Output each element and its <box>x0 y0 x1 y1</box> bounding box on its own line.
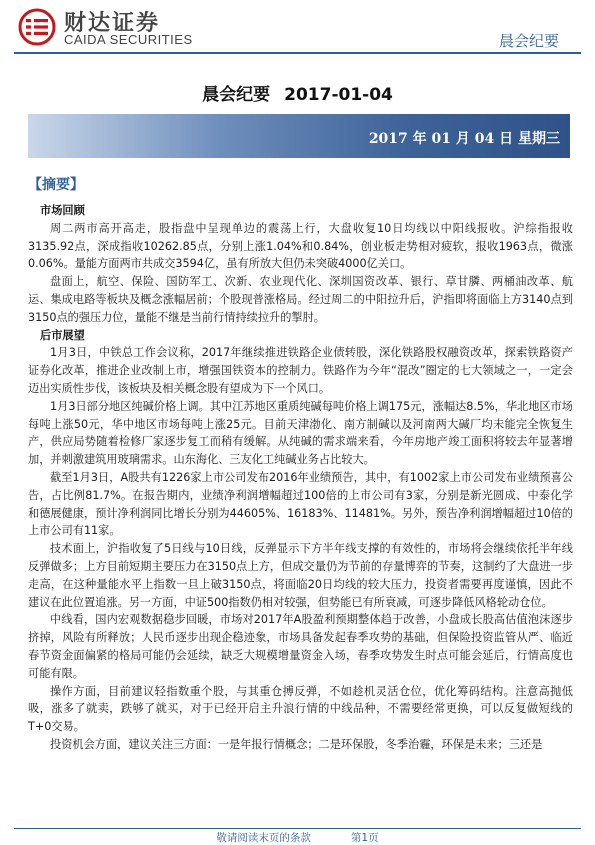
page-footer <box>0 830 595 845</box>
paragraph: 1月3日部分地区纯碱价格上调。其中江苏地区重质纯碱每吨价格上调175元，涨幅达8.5%，华北地区市场每吨上涨50元，华中地区市场每吨上涨25元。目前天津渤化、南方制碱以及河南两大碱厂均未能完全恢复生产，供应局势随着检修厂家逐步复工而稍有缓解。从纯碱的需求端来看，今年房地产竣工面积将较去年显著增加，并刺激建筑用玻璃需求。山东海化、三友化工纯碱业务占比较大。 <box>28 399 573 467</box>
page-title <box>0 80 595 105</box>
page-number: 第1页 <box>350 832 379 844</box>
section-heading-market-review: 市场回顾 <box>40 204 85 217</box>
paragraph: 操作方面，目前建议轻指数重个股，与其重仓搏反弹，不如趁机灵活仓位，优化筹码结构。注意高抛低吸，涨多了就卖，跌够了就买，对于已经开启主升浪行情的中线品种，不需要经常更换，可以反复做短线的T+0交易。 <box>28 684 573 734</box>
brand-name-cn: 财达证券 <box>64 11 161 36</box>
paragraph: 中线看，国内宏观数据稳步回暖，市场对2017年A股盈利预期整体趋于改善，小盘成长股高估值泡沫逐步挤掉，风险有所释放；人民币逐步出现企稳迹象，市场具备发起春季攻势的基础，但保险投资监管从严、临近春节资金面偏紧的格局可能仍会延续，缺乏大规模增量资金入场，春季攻势发生时点可能会延后，行情高度也可能有限。 <box>28 613 573 680</box>
paragraph: 周二两市高开高走，股指盘中呈现单边的震荡上行，大盘收复10日均线以中阳线报收。沪综指报收3135.92点，深成指收10262.85点，分别上涨1.04%和0.84%，创业板走势相对疲软，报收1963点，微涨0.06%。量能方面两市共成交3594亿，虽有所放大但仍未突破4000亿关口。 <box>28 221 573 271</box>
title-name: 晨会纪要 <box>202 85 271 105</box>
brand-name-en: CAIDA SECURITIES <box>64 32 193 47</box>
paragraph: 技术面上，沪指收复了5日线与10日线，反弹显示下方半年线支撑的有效性的，市场将会继续依托半年线反弹做多；上方目前短期主要压力在3150点上方，但成交量仍为节前的存量博弈的节奏，这制约了大盘进一步走高，在这种量能水平上指数一旦上破3150点，将面临20日均线的较大压力，投资者需要再度谨慎，因此不建议在此位置追涨。另一方面，中证500指数仍相对较强，但势能已有所衰减，可逐步降低风格轮动仓位。 <box>28 542 573 609</box>
summary-body <box>28 202 573 754</box>
document-type: 晨会纪要 <box>498 32 559 50</box>
summary-heading: 【摘要】 <box>28 177 84 193</box>
date-banner-text: 2017 年 01 月 04 日 星期三 <box>368 131 560 147</box>
paragraph: 盘面上，航空、保险、国防军工、次新、农业现代化、深圳国资改革、银行、草甘膦、两桶油改革、航运、集成电路等板块及概念涨幅居前；个股现普涨格局。经过周二的中阳拉升后，沪指即将面临上方3140点到3150点的强压力位，量能不继是当前行情持续拉升的掣肘。 <box>28 275 573 324</box>
title-date: 2017-01-04 <box>284 85 393 105</box>
caida-logo-icon <box>18 8 56 46</box>
paragraph: 截至1月3日，A股共有1226家上市公司发布2016年业绩预告，其中，有1002家上市公司发布业绩预喜公告，占比例81.7%。在报告期内，业绩净利润增幅超过100倍的上市公司有3家，分别是新光圆成、中泰化学和德展健康，预计净利润同比增长分别为44605%、16183%、11481%。另外，预告净利润增幅超过10倍的上市公司有11家。 <box>28 470 573 538</box>
date-banner <box>28 114 570 158</box>
section-heading-outlook: 后市展望 <box>40 328 85 342</box>
header-divider <box>14 52 581 54</box>
footer-disclaimer: 敬请阅读末页的条款 <box>216 832 311 844</box>
footer-divider <box>14 828 581 829</box>
paragraph: 1月3日，中铁总工作会议称，2017年继续推进铁路企业债转股，深化铁路股权融资改革，探索铁路资产证券化改革，推进企业改制上市，增强国铁资本的控制力。铁路作为今年“混改”圈定的七大领域之一，一定会迈出实质性步伐，该板块及相关概念股有望成为下一个风口。 <box>28 346 573 395</box>
paragraph: 投资机会方面，建议关注三方面：一是年报行情概念；二是环保股，冬季治霾，环保是未来；三还是 <box>50 737 543 751</box>
